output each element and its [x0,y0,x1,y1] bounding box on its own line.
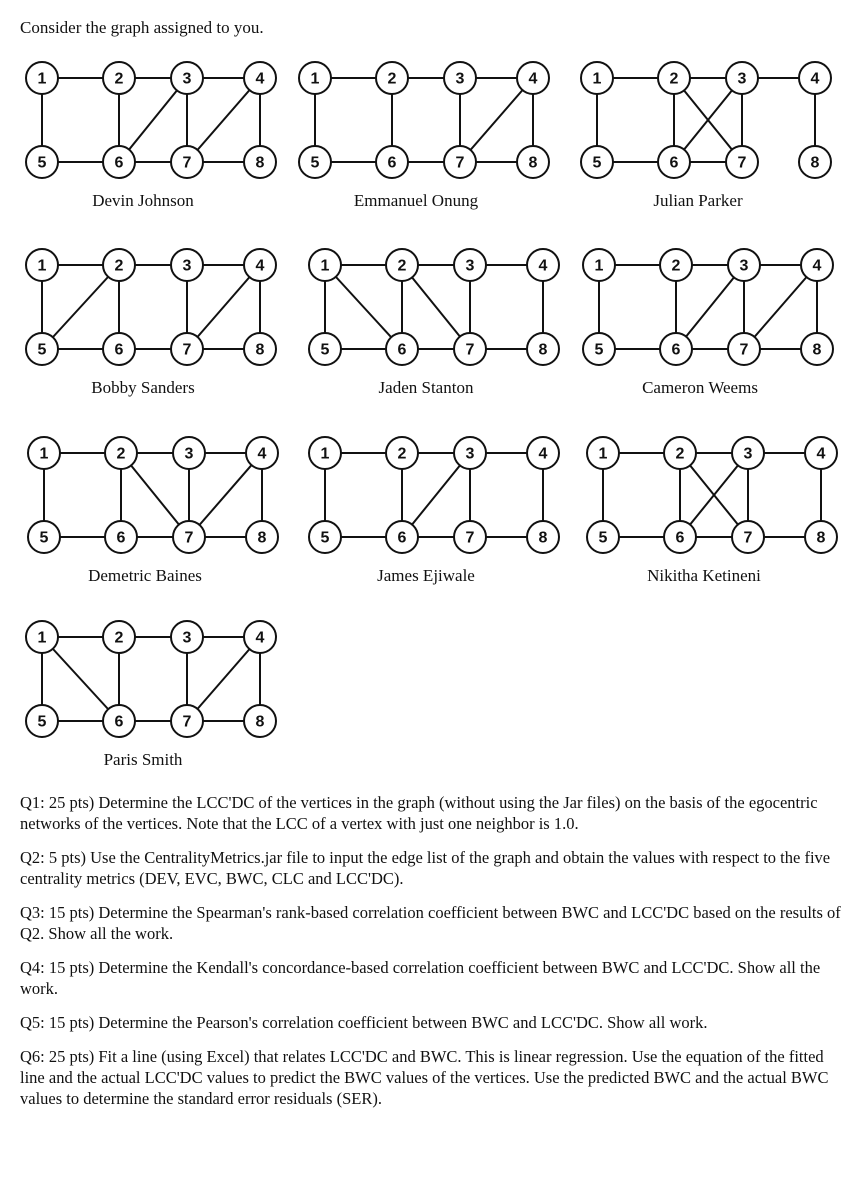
graph-node-label: 6 [387,154,397,172]
question-q3: Q3: 15 pts) Determine the Spearman's rank-based correlation coefficient between BWC and LCC'DC based on the results of Q2. Show all the work. [20,903,841,943]
graph-edge [42,637,119,721]
graph-node [658,146,690,178]
graph-node-label: 3 [184,445,194,463]
graph-node-label: 4 [816,445,826,463]
graph-node-label: 1 [320,445,330,463]
graph-node-label: 2 [671,257,681,275]
graph-owner-name: Nikitha Ketineni [647,566,761,585]
graph-node [246,437,278,469]
graph-node-label: 5 [37,154,47,172]
graph-panel [298,58,558,208]
graph-node [173,437,205,469]
question-q4: Q4: 15 pts) Determine the Kendall's concordance-based correlation coefficient between BWC and LCC'DC. Show all the work. [20,958,821,998]
graph-node [171,705,203,737]
graph-node-label: 2 [114,629,124,647]
graph-node [376,146,408,178]
graph-node [103,705,135,737]
graph-node [728,249,760,281]
graph-node [732,521,764,553]
question-q5: Q5: 15 pts) Determine the Pearson's correlation coefficient between BWC and LCC'DC. Show all work. [20,1013,708,1032]
graph-node [386,437,418,469]
graph-node [28,437,60,469]
graph-node [103,621,135,653]
graph-node [517,62,549,94]
graph-node [171,621,203,653]
graph-node-label: 2 [114,257,124,275]
graph-node-label: 4 [810,70,820,88]
graph-node-label: 3 [739,257,749,275]
graph-owner-name: Demetric Baines [88,566,202,585]
graph-node [103,249,135,281]
graph-node-label: 1 [37,629,47,647]
graph-node [105,521,137,553]
graph-owner-name: Jaden Stanton [378,378,474,397]
graph-panel [308,245,568,395]
graph-panel [582,245,842,395]
graph-node-label: 6 [397,341,407,359]
graph-node [801,333,833,365]
graph-node [658,62,690,94]
graph-node [171,249,203,281]
graph-node-label: 6 [114,154,124,172]
graph-node-label: 1 [37,70,47,88]
graph-node-label: 7 [182,154,192,172]
graph-node-label: 8 [528,154,538,172]
graph-node [454,437,486,469]
graph-node-label: 5 [320,529,330,547]
graph-node-label: 1 [320,257,330,275]
graph-node-label: 3 [465,257,475,275]
graph-node-label: 8 [255,154,265,172]
graph-node-label: 5 [310,154,320,172]
graph-node-label: 4 [257,445,267,463]
graph-node-label: 1 [598,445,608,463]
graph-node [660,249,692,281]
graph-node [444,62,476,94]
graph-node [103,146,135,178]
graph-node-label: 1 [37,257,47,275]
graph-node [309,249,341,281]
graph-node [386,249,418,281]
graph-node-label: 4 [255,70,265,88]
graph-node-label: 8 [255,341,265,359]
graph-edge [42,265,119,349]
graph-node [376,62,408,94]
graph-node-label: 3 [737,70,747,88]
graph-node [103,333,135,365]
graph-node [309,333,341,365]
graph-node [28,521,60,553]
graph-node [799,146,831,178]
graph-node [244,705,276,737]
graph-node [244,333,276,365]
graph-node-label: 7 [182,341,192,359]
graph-node-label: 8 [810,154,820,172]
graph-node [587,521,619,553]
graph-node [454,521,486,553]
graph-node [244,249,276,281]
graph-node [587,437,619,469]
graph-node-label: 3 [455,70,465,88]
graph-panel [25,617,285,767]
graph-node [527,521,559,553]
graph-node-label: 2 [675,445,685,463]
graph-node-label: 2 [387,70,397,88]
graph-node [26,333,58,365]
graph-node-label: 1 [594,257,604,275]
graph-node [444,146,476,178]
graph-owner-name: Cameron Weems [642,378,758,397]
graph-node [726,146,758,178]
graph-node-label: 8 [812,341,822,359]
graph-node-label: 8 [816,529,826,547]
graph-node [726,62,758,94]
graph-node-label: 6 [675,529,685,547]
graph-node [244,62,276,94]
graph-node-label: 2 [397,257,407,275]
question-q1: Q1: 25 pts) Determine the LCC'DC of the vertices in the graph (without using the Jar files) on the basis of the egocentric networks of the vertices. Note that the LCC of a vertex with just one neighbor is 1.0. [20,793,818,833]
graph-panel [580,58,840,208]
graph-panel [586,433,846,583]
graph-node [26,621,58,653]
graph-node [171,333,203,365]
graph-node-label: 4 [528,70,538,88]
graph-node-label: 3 [182,629,192,647]
graph-node-label: 7 [465,341,475,359]
question-q2: Q2: 5 pts) Use the CentralityMetrics.jar file to input the edge list of the graph and obtain the values with respect to the five centrality metrics (DEV, EVC, BWC, CLC and LCC'DC). [20,848,831,888]
graph-node-label: 8 [538,341,548,359]
graph-node [660,333,692,365]
graph-node [664,437,696,469]
graph-node [581,62,613,94]
graph-node [386,333,418,365]
graph-node [517,146,549,178]
graph-node-label: 6 [114,341,124,359]
graph-node [26,705,58,737]
graph-node [527,437,559,469]
graph-node-label: 8 [255,713,265,731]
graph-node-label: 6 [671,341,681,359]
graph-node-label: 4 [255,629,265,647]
graph-node-label: 6 [114,713,124,731]
graph-node-label: 5 [37,341,47,359]
graph-node [805,521,837,553]
graph-node [244,146,276,178]
graph-node-label: 2 [116,445,126,463]
graph-panel [27,433,287,583]
graph-node-label: 4 [812,257,822,275]
graph-node [799,62,831,94]
graph-node-label: 5 [320,341,330,359]
graph-node-label: 7 [737,154,747,172]
intro-text: Consider the graph assigned to you. [20,18,264,37]
graph-node [581,146,613,178]
graph-node [299,62,331,94]
graph-owner-name: Devin Johnson [92,191,194,210]
graph-node [309,437,341,469]
graph-node [527,333,559,365]
graph-node [171,146,203,178]
graph-node-label: 7 [455,154,465,172]
graph-node-label: 7 [743,529,753,547]
graph-node-label: 7 [182,713,192,731]
graph-owner-name: Julian Parker [653,191,743,210]
graph-node [732,437,764,469]
graph-node [664,521,696,553]
graph-node-label: 4 [538,257,548,275]
graph-node [728,333,760,365]
graph-panel [25,58,285,208]
graph-panel [308,433,568,583]
graph-node-label: 3 [182,257,192,275]
graph-node-label: 6 [397,529,407,547]
graph-node-label: 6 [669,154,679,172]
graph-owner-name: Bobby Sanders [91,378,195,397]
graph-node-label: 7 [739,341,749,359]
graph-node-label: 2 [397,445,407,463]
graph-node-label: 1 [39,445,49,463]
graph-node [246,521,278,553]
graph-node [103,62,135,94]
graph-node [801,249,833,281]
graph-node [26,62,58,94]
graph-node [583,333,615,365]
graph-node [386,521,418,553]
graph-node-label: 5 [39,529,49,547]
graph-owner-name: Paris Smith [103,750,183,769]
graph-edge [325,265,402,349]
graph-node-label: 3 [743,445,753,463]
graph-node-label: 1 [310,70,320,88]
questions-list [20,792,848,1122]
graph-node [173,521,205,553]
graph-panel [25,245,285,395]
graph-node-label: 5 [37,713,47,731]
graph-node [527,249,559,281]
graph-node-label: 8 [257,529,267,547]
graph-node-label: 8 [538,529,548,547]
graph-node-label: 2 [669,70,679,88]
graph-node-label: 3 [465,445,475,463]
graph-node [309,521,341,553]
graph-owner-name: James Ejiwale [377,566,475,585]
graph-node [26,249,58,281]
graph-node-label: 6 [116,529,126,547]
question-q6: Q6: 25 pts) Fit a line (using Excel) that relates LCC'DC and BWC. This is linear regression. Use the equation of the fitted line and the actual LCC'DC values to predict the BWC values of the vertices. Use the predicted BWC and the actual BWC values to determine the standard error residuals (SER). [20,1047,829,1108]
graph-node-label: 7 [184,529,194,547]
graph-node-label: 7 [465,529,475,547]
graph-owner-name: Emmanuel Onung [353,191,479,210]
graph-node [244,621,276,653]
graph-node [171,62,203,94]
graph-node [454,249,486,281]
graph-node-label: 4 [538,445,548,463]
graph-node-label: 1 [592,70,602,88]
graph-node-label: 3 [182,70,192,88]
graph-node-label: 2 [114,70,124,88]
graph-node-label: 5 [592,154,602,172]
graph-node [105,437,137,469]
graph-node [454,333,486,365]
graph-node [583,249,615,281]
graph-node-label: 5 [594,341,604,359]
graph-node-label: 4 [255,257,265,275]
graph-node-label: 5 [598,529,608,547]
graph-node [299,146,331,178]
graph-node [26,146,58,178]
graph-node [805,437,837,469]
